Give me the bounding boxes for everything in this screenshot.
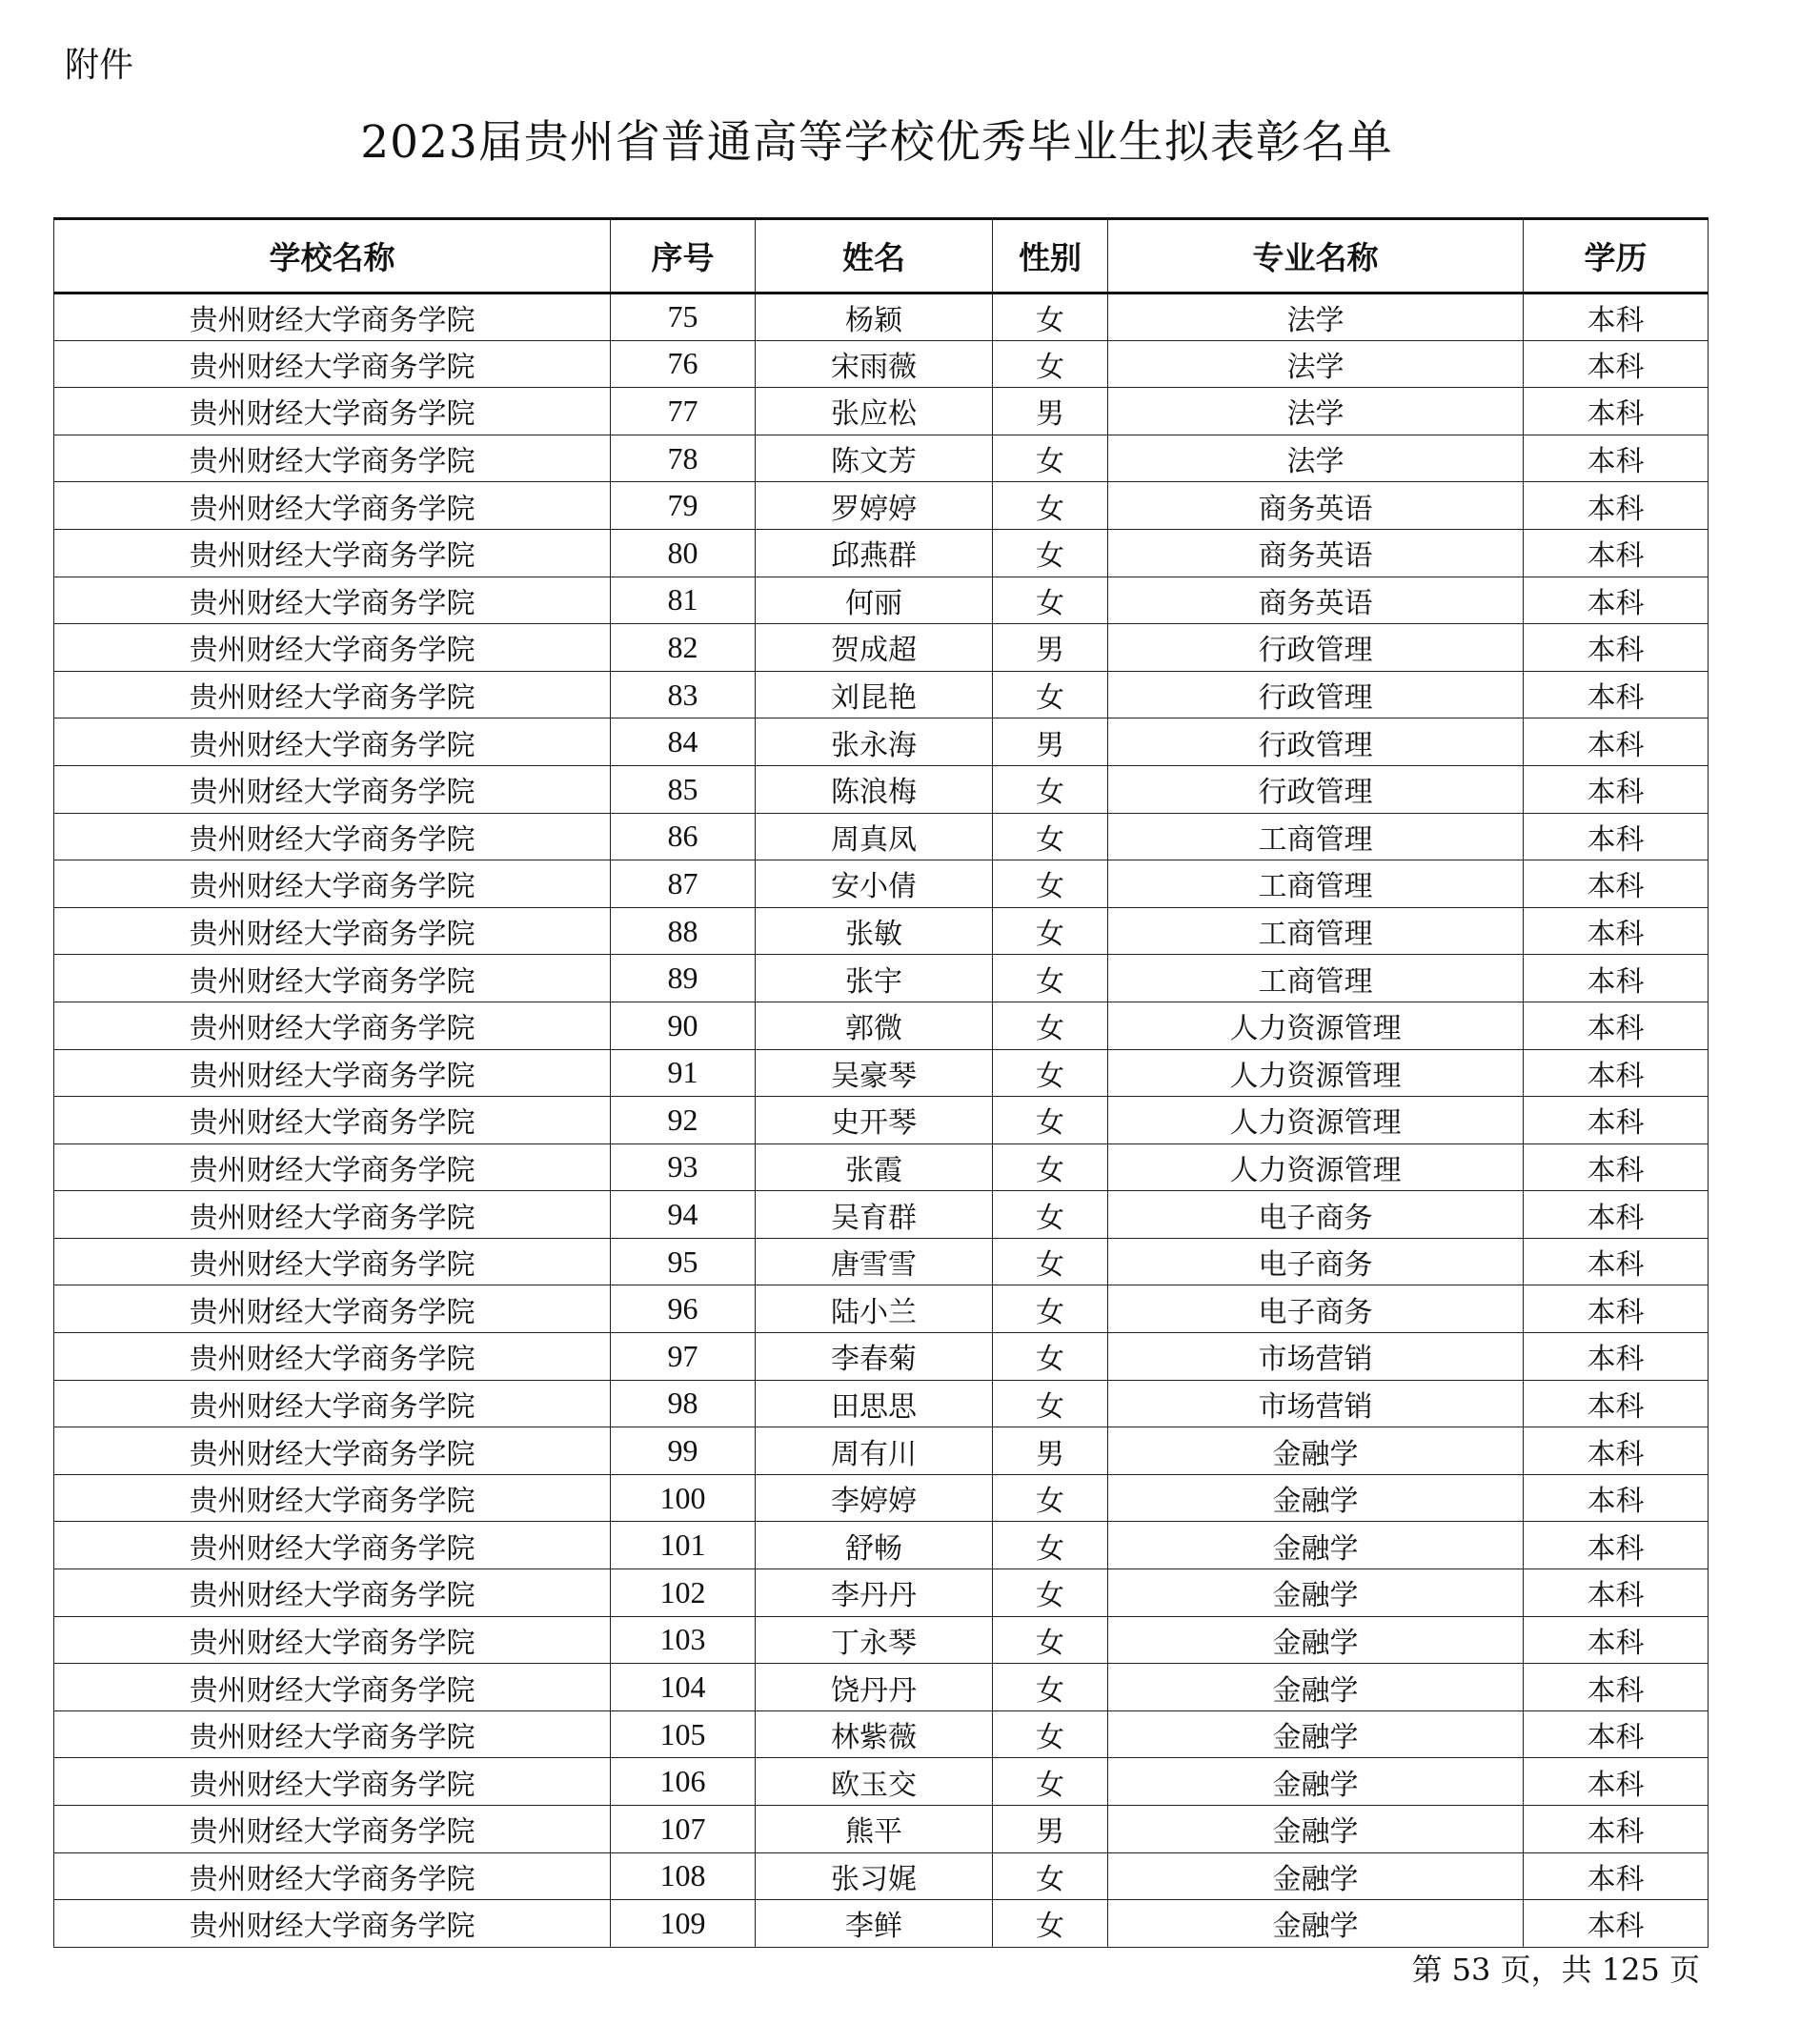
name-cell: 田思思 xyxy=(756,1380,993,1427)
major-cell: 法学 xyxy=(1108,435,1524,482)
school-cell: 贵州财经大学商务学院 xyxy=(54,1002,611,1049)
number-cell: 97 xyxy=(611,1333,756,1381)
name-cell: 周真凤 xyxy=(756,813,993,860)
number-cell: 95 xyxy=(611,1238,756,1285)
number-cell: 75 xyxy=(611,293,756,341)
major-cell: 金融学 xyxy=(1108,1664,1524,1711)
name-cell: 林紫薇 xyxy=(756,1710,993,1758)
table-row xyxy=(54,1806,1709,1853)
major-cell: 人力资源管理 xyxy=(1108,1143,1524,1191)
table-row xyxy=(54,1710,1709,1758)
degree-cell: 本科 xyxy=(1524,1664,1709,1711)
table-row xyxy=(54,1427,1709,1475)
major-cell: 商务英语 xyxy=(1108,529,1524,577)
major-cell: 商务英语 xyxy=(1108,482,1524,530)
number-cell: 80 xyxy=(611,529,756,577)
gender-cell: 女 xyxy=(993,860,1108,908)
school-cell: 贵州财经大学商务学院 xyxy=(54,1333,611,1381)
number-cell: 99 xyxy=(611,1427,756,1475)
gender-cell: 男 xyxy=(993,1806,1108,1853)
major-cell: 行政管理 xyxy=(1108,765,1524,813)
gender-cell: 女 xyxy=(993,340,1108,388)
number-cell: 79 xyxy=(611,482,756,530)
name-cell: 李丹丹 xyxy=(756,1569,993,1617)
gender-cell: 女 xyxy=(993,813,1108,860)
name-cell: 熊平 xyxy=(756,1806,993,1853)
major-cell: 电子商务 xyxy=(1108,1191,1524,1239)
name-cell: 张应松 xyxy=(756,388,993,435)
table-row xyxy=(54,529,1709,577)
major-cell: 工商管理 xyxy=(1108,907,1524,955)
major-cell: 电子商务 xyxy=(1108,1238,1524,1285)
number-cell: 108 xyxy=(611,1852,756,1900)
degree-cell: 本科 xyxy=(1524,1333,1709,1381)
table-row xyxy=(54,577,1709,624)
table-row xyxy=(54,482,1709,530)
gender-cell: 女 xyxy=(993,955,1108,1002)
table-row xyxy=(54,1097,1709,1144)
gender-cell: 女 xyxy=(993,1758,1108,1806)
table-row xyxy=(54,1333,1709,1381)
degree-cell: 本科 xyxy=(1524,1522,1709,1569)
school-cell: 贵州财经大学商务学院 xyxy=(54,529,611,577)
header-school: 学校名称 xyxy=(54,219,611,293)
degree-cell: 本科 xyxy=(1524,1474,1709,1522)
gender-cell: 男 xyxy=(993,388,1108,435)
major-cell: 法学 xyxy=(1108,293,1524,341)
major-cell: 行政管理 xyxy=(1108,624,1524,672)
major-cell: 金融学 xyxy=(1108,1522,1524,1569)
name-cell: 罗婷婷 xyxy=(756,482,993,530)
gender-cell: 女 xyxy=(993,1900,1108,1948)
table-row xyxy=(54,1616,1709,1664)
page-title: 2023届贵州省普通高等学校优秀毕业生拟表彰名单 xyxy=(360,116,1393,169)
name-cell: 张敏 xyxy=(756,907,993,955)
degree-cell: 本科 xyxy=(1524,1002,1709,1049)
degree-cell: 本科 xyxy=(1524,1097,1709,1144)
name-cell: 张霞 xyxy=(756,1143,993,1191)
number-cell: 104 xyxy=(611,1664,756,1711)
number-cell: 98 xyxy=(611,1380,756,1427)
name-cell: 刘昆艳 xyxy=(756,671,993,718)
school-cell: 贵州财经大学商务学院 xyxy=(54,435,611,482)
number-cell: 91 xyxy=(611,1049,756,1097)
school-cell: 贵州财经大学商务学院 xyxy=(54,1616,611,1664)
table-row xyxy=(54,1002,1709,1049)
table-row xyxy=(54,1285,1709,1333)
school-cell: 贵州财经大学商务学院 xyxy=(54,1758,611,1806)
table-row xyxy=(54,860,1709,908)
number-cell: 81 xyxy=(611,577,756,624)
header-major: 专业名称 xyxy=(1108,219,1524,293)
gender-cell: 女 xyxy=(993,1143,1108,1191)
degree-cell: 本科 xyxy=(1524,577,1709,624)
number-cell: 86 xyxy=(611,813,756,860)
name-cell: 张习娓 xyxy=(756,1852,993,1900)
major-cell: 人力资源管理 xyxy=(1108,1002,1524,1049)
gender-cell: 男 xyxy=(993,718,1108,766)
school-cell: 贵州财经大学商务学院 xyxy=(54,1710,611,1758)
major-cell: 金融学 xyxy=(1108,1852,1524,1900)
name-cell: 安小倩 xyxy=(756,860,993,908)
table-row xyxy=(54,1238,1709,1285)
name-cell: 郭微 xyxy=(756,1002,993,1049)
table-row xyxy=(54,1143,1709,1191)
number-cell: 92 xyxy=(611,1097,756,1144)
school-cell: 贵州财经大学商务学院 xyxy=(54,1569,611,1617)
major-cell: 金融学 xyxy=(1108,1758,1524,1806)
table-row xyxy=(54,435,1709,482)
gender-cell: 女 xyxy=(993,1333,1108,1381)
name-cell: 丁永琴 xyxy=(756,1616,993,1664)
table-row xyxy=(54,1191,1709,1239)
gender-cell: 女 xyxy=(993,1852,1108,1900)
name-cell: 欧玉交 xyxy=(756,1758,993,1806)
table-row xyxy=(54,388,1709,435)
school-cell: 贵州财经大学商务学院 xyxy=(54,1380,611,1427)
school-cell: 贵州财经大学商务学院 xyxy=(54,1664,611,1711)
gender-cell: 女 xyxy=(993,293,1108,341)
table-row xyxy=(54,624,1709,672)
degree-cell: 本科 xyxy=(1524,482,1709,530)
major-cell: 商务英语 xyxy=(1108,577,1524,624)
school-cell: 贵州财经大学商务学院 xyxy=(54,293,611,341)
name-cell: 李鲜 xyxy=(756,1900,993,1948)
degree-cell: 本科 xyxy=(1524,907,1709,955)
school-cell: 贵州财经大学商务学院 xyxy=(54,1474,611,1522)
degree-cell: 本科 xyxy=(1524,1285,1709,1333)
table-row xyxy=(54,293,1709,341)
degree-cell: 本科 xyxy=(1524,955,1709,1002)
school-cell: 贵州财经大学商务学院 xyxy=(54,1097,611,1144)
major-cell: 工商管理 xyxy=(1108,955,1524,1002)
name-cell: 吴育群 xyxy=(756,1191,993,1239)
gender-cell: 女 xyxy=(993,1049,1108,1097)
name-cell: 唐雪雪 xyxy=(756,1238,993,1285)
major-cell: 电子商务 xyxy=(1108,1285,1524,1333)
number-cell: 77 xyxy=(611,388,756,435)
name-cell: 何丽 xyxy=(756,577,993,624)
table-row xyxy=(54,813,1709,860)
degree-cell: 本科 xyxy=(1524,624,1709,672)
number-cell: 93 xyxy=(611,1143,756,1191)
number-cell: 76 xyxy=(611,340,756,388)
gender-cell: 女 xyxy=(993,671,1108,718)
name-cell: 饶丹丹 xyxy=(756,1664,993,1711)
number-cell: 107 xyxy=(611,1806,756,1853)
number-cell: 89 xyxy=(611,955,756,1002)
degree-cell: 本科 xyxy=(1524,435,1709,482)
gender-cell: 女 xyxy=(993,765,1108,813)
number-cell: 85 xyxy=(611,765,756,813)
degree-cell: 本科 xyxy=(1524,765,1709,813)
table-row xyxy=(54,1664,1709,1711)
header-degree: 学历 xyxy=(1524,219,1709,293)
table-row xyxy=(54,671,1709,718)
name-cell: 宋雨薇 xyxy=(756,340,993,388)
number-cell: 84 xyxy=(611,718,756,766)
degree-cell: 本科 xyxy=(1524,813,1709,860)
gender-cell: 女 xyxy=(993,1474,1108,1522)
major-cell: 行政管理 xyxy=(1108,718,1524,766)
school-cell: 贵州财经大学商务学院 xyxy=(54,765,611,813)
name-cell: 邱燕群 xyxy=(756,529,993,577)
degree-cell: 本科 xyxy=(1524,1427,1709,1475)
school-cell: 贵州财经大学商务学院 xyxy=(54,1049,611,1097)
major-cell: 金融学 xyxy=(1108,1806,1524,1853)
number-cell: 103 xyxy=(611,1616,756,1664)
number-cell: 102 xyxy=(611,1569,756,1617)
degree-cell: 本科 xyxy=(1524,671,1709,718)
degree-cell: 本科 xyxy=(1524,1710,1709,1758)
degree-cell: 本科 xyxy=(1524,1143,1709,1191)
table-row xyxy=(54,765,1709,813)
major-cell: 市场营销 xyxy=(1108,1333,1524,1381)
gender-cell: 女 xyxy=(993,1285,1108,1333)
school-cell: 贵州财经大学商务学院 xyxy=(54,1238,611,1285)
school-cell: 贵州财经大学商务学院 xyxy=(54,1191,611,1239)
gender-cell: 女 xyxy=(993,1710,1108,1758)
major-cell: 金融学 xyxy=(1108,1900,1524,1948)
number-cell: 83 xyxy=(611,671,756,718)
table-row xyxy=(54,907,1709,955)
gender-cell: 女 xyxy=(993,1616,1108,1664)
table-row xyxy=(54,1569,1709,1617)
name-cell: 李春菊 xyxy=(756,1333,993,1381)
gender-cell: 女 xyxy=(993,1191,1108,1239)
degree-cell: 本科 xyxy=(1524,1852,1709,1900)
gender-cell: 男 xyxy=(993,1427,1108,1475)
degree-cell: 本科 xyxy=(1524,718,1709,766)
table-row xyxy=(54,1758,1709,1806)
name-cell: 史开琴 xyxy=(756,1097,993,1144)
degree-cell: 本科 xyxy=(1524,1616,1709,1664)
major-cell: 金融学 xyxy=(1108,1616,1524,1664)
degree-cell: 本科 xyxy=(1524,1191,1709,1239)
degree-cell: 本科 xyxy=(1524,388,1709,435)
gender-cell: 女 xyxy=(993,1664,1108,1711)
name-cell: 陈文芳 xyxy=(756,435,993,482)
school-cell: 贵州财经大学商务学院 xyxy=(54,955,611,1002)
degree-cell: 本科 xyxy=(1524,1900,1709,1948)
table-row xyxy=(54,1474,1709,1522)
gender-cell: 女 xyxy=(993,577,1108,624)
table-row xyxy=(54,1900,1709,1948)
name-cell: 周有川 xyxy=(756,1427,993,1475)
number-cell: 109 xyxy=(611,1900,756,1948)
table-row xyxy=(54,1522,1709,1569)
degree-cell: 本科 xyxy=(1524,1806,1709,1853)
school-cell: 贵州财经大学商务学院 xyxy=(54,1285,611,1333)
number-cell: 96 xyxy=(611,1285,756,1333)
school-cell: 贵州财经大学商务学院 xyxy=(54,340,611,388)
degree-cell: 本科 xyxy=(1524,860,1709,908)
number-cell: 87 xyxy=(611,860,756,908)
degree-cell: 本科 xyxy=(1524,1569,1709,1617)
gender-cell: 女 xyxy=(993,1002,1108,1049)
header-row xyxy=(54,219,1709,293)
table-row xyxy=(54,955,1709,1002)
name-cell: 李婷婷 xyxy=(756,1474,993,1522)
degree-cell: 本科 xyxy=(1524,1758,1709,1806)
table-row xyxy=(54,1380,1709,1427)
degree-cell: 本科 xyxy=(1524,1380,1709,1427)
school-cell: 贵州财经大学商务学院 xyxy=(54,718,611,766)
major-cell: 金融学 xyxy=(1108,1474,1524,1522)
major-cell: 金融学 xyxy=(1108,1427,1524,1475)
major-cell: 工商管理 xyxy=(1108,813,1524,860)
number-cell: 101 xyxy=(611,1522,756,1569)
gender-cell: 女 xyxy=(993,1238,1108,1285)
number-cell: 105 xyxy=(611,1710,756,1758)
name-cell: 陆小兰 xyxy=(756,1285,993,1333)
table-row xyxy=(54,718,1709,766)
table-row xyxy=(54,1049,1709,1097)
major-cell: 市场营销 xyxy=(1108,1380,1524,1427)
number-cell: 78 xyxy=(611,435,756,482)
number-cell: 106 xyxy=(611,1758,756,1806)
number-cell: 94 xyxy=(611,1191,756,1239)
major-cell: 法学 xyxy=(1108,388,1524,435)
name-cell: 陈浪梅 xyxy=(756,765,993,813)
school-cell: 贵州财经大学商务学院 xyxy=(54,907,611,955)
school-cell: 贵州财经大学商务学院 xyxy=(54,1852,611,1900)
gender-cell: 女 xyxy=(993,1097,1108,1144)
school-cell: 贵州财经大学商务学院 xyxy=(54,482,611,530)
school-cell: 贵州财经大学商务学院 xyxy=(54,577,611,624)
gender-cell: 女 xyxy=(993,1380,1108,1427)
major-cell: 金融学 xyxy=(1108,1710,1524,1758)
degree-cell: 本科 xyxy=(1524,1238,1709,1285)
major-cell: 人力资源管理 xyxy=(1108,1049,1524,1097)
major-cell: 行政管理 xyxy=(1108,671,1524,718)
page-number: 第 53 页，共 125 页 xyxy=(1411,1952,1700,1988)
school-cell: 贵州财经大学商务学院 xyxy=(54,1900,611,1948)
school-cell: 贵州财经大学商务学院 xyxy=(54,388,611,435)
school-cell: 贵州财经大学商务学院 xyxy=(54,1143,611,1191)
name-cell: 舒畅 xyxy=(756,1522,993,1569)
gender-cell: 女 xyxy=(993,435,1108,482)
school-cell: 贵州财经大学商务学院 xyxy=(54,860,611,908)
school-cell: 贵州财经大学商务学院 xyxy=(54,1427,611,1475)
school-cell: 贵州财经大学商务学院 xyxy=(54,1522,611,1569)
major-cell: 法学 xyxy=(1108,340,1524,388)
school-cell: 贵州财经大学商务学院 xyxy=(54,813,611,860)
gender-cell: 女 xyxy=(993,482,1108,530)
school-cell: 贵州财经大学商务学院 xyxy=(54,1806,611,1853)
name-cell: 杨颖 xyxy=(756,293,993,341)
number-cell: 88 xyxy=(611,907,756,955)
major-cell: 人力资源管理 xyxy=(1108,1097,1524,1144)
number-cell: 100 xyxy=(611,1474,756,1522)
number-cell: 82 xyxy=(611,624,756,672)
table-row xyxy=(54,340,1709,388)
name-cell: 张永海 xyxy=(756,718,993,766)
header-name: 姓名 xyxy=(756,219,993,293)
attachment-label: 附件 xyxy=(65,46,134,85)
name-cell: 贺成超 xyxy=(756,624,993,672)
degree-cell: 本科 xyxy=(1524,529,1709,577)
table-header xyxy=(54,219,1709,293)
gender-cell: 女 xyxy=(993,529,1108,577)
gender-cell: 女 xyxy=(993,1569,1108,1617)
gender-cell: 女 xyxy=(993,907,1108,955)
degree-cell: 本科 xyxy=(1524,1049,1709,1097)
honoree-table xyxy=(53,217,1709,1948)
table-body xyxy=(54,293,1709,1948)
name-cell: 吴豪琴 xyxy=(756,1049,993,1097)
major-cell: 金融学 xyxy=(1108,1569,1524,1617)
name-cell: 张宇 xyxy=(756,955,993,1002)
gender-cell: 女 xyxy=(993,1522,1108,1569)
degree-cell: 本科 xyxy=(1524,293,1709,341)
gender-cell: 男 xyxy=(993,624,1108,672)
school-cell: 贵州财经大学商务学院 xyxy=(54,671,611,718)
major-cell: 工商管理 xyxy=(1108,860,1524,908)
table-row xyxy=(54,1852,1709,1900)
header-gender: 性别 xyxy=(993,219,1108,293)
header-number: 序号 xyxy=(611,219,756,293)
school-cell: 贵州财经大学商务学院 xyxy=(54,624,611,672)
number-cell: 90 xyxy=(611,1002,756,1049)
degree-cell: 本科 xyxy=(1524,340,1709,388)
